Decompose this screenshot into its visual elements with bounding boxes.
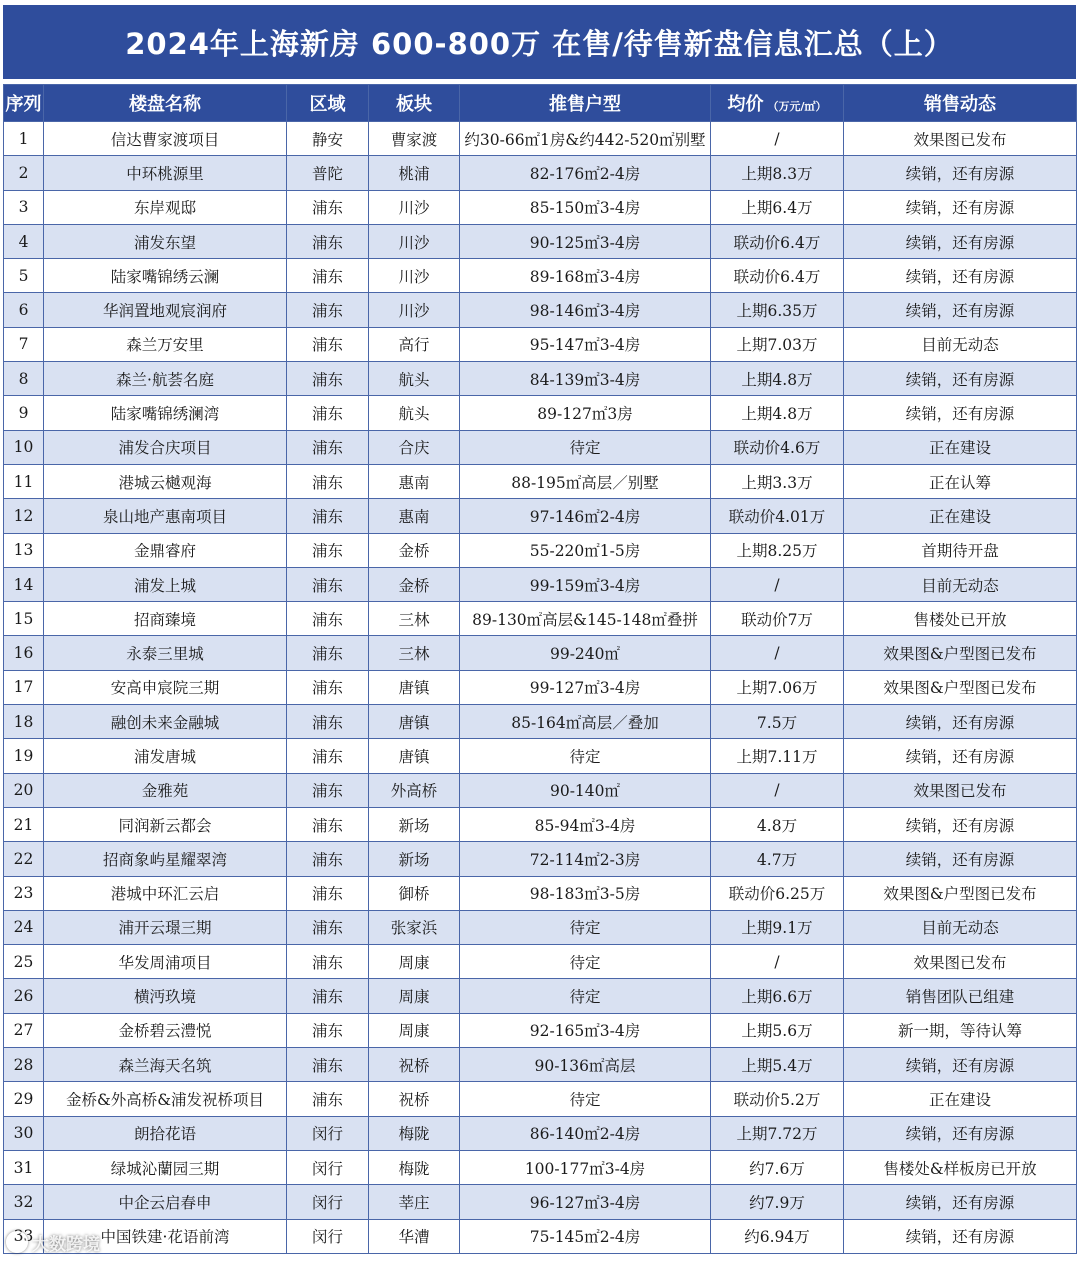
cell-seq: 7 [4,327,44,361]
cell-block: 金桥 [369,533,460,567]
cell-price: / [711,945,844,979]
cell-price: 上期7.11万 [711,739,844,773]
cell-block: 曹家渡 [369,122,460,156]
cell-name: 永泰三里城 [44,636,287,670]
table-row [4,1013,1077,1047]
cell-seq: 3 [4,190,44,224]
cell-district: 浦东 [287,1082,369,1116]
table-row [4,945,1077,979]
cell-name: 浦开云璟三期 [44,910,287,944]
page-title: 2024年上海新房 600-800万 在售/待售新盘信息汇总（上） [3,5,1076,79]
cell-price: 7.5万 [711,705,844,739]
cell-price: 联动价5.2万 [711,1082,844,1116]
header-name: 楼盘名称 [44,85,287,122]
table-row [4,533,1077,567]
cell-block: 外高桥 [369,773,460,807]
table-header-row [4,85,1077,122]
cell-district: 浦东 [287,567,369,601]
cell-block: 川沙 [369,293,460,327]
cell-price: 上期4.8万 [711,362,844,396]
header-block: 板块 [369,85,460,122]
table-row [4,190,1077,224]
cell-name: 中国铁建·花语前湾 [44,1219,287,1253]
cell-layout: 88-195㎡高层／别墅 [460,464,711,498]
cell-district: 浦东 [287,190,369,224]
cell-name: 招商象屿星耀翠湾 [44,842,287,876]
cell-layout: 95-147㎡3-4房 [460,327,711,361]
cell-block: 祝桥 [369,1048,460,1082]
cell-seq: 30 [4,1116,44,1150]
cell-block: 新场 [369,842,460,876]
cell-district: 浦东 [287,910,369,944]
table-row [4,1116,1077,1150]
cell-block: 御桥 [369,876,460,910]
cell-price: 联动价6.25万 [711,876,844,910]
cell-layout: 98-183㎡3-5房 [460,876,711,910]
table-row [4,156,1077,190]
cell-layout: 92-165㎡3-4房 [460,1013,711,1047]
table-row [4,362,1077,396]
cell-seq: 14 [4,567,44,601]
table-row [4,1048,1077,1082]
table-row [4,1150,1077,1184]
cell-price: / [711,122,844,156]
cell-layout: 待定 [460,1082,711,1116]
cell-seq: 20 [4,773,44,807]
cell-block: 梅陇 [369,1150,460,1184]
cell-district: 浦东 [287,807,369,841]
cell-district: 浦东 [287,259,369,293]
header-district: 区域 [287,85,369,122]
table-row [4,499,1077,533]
cell-layout: 约30-66㎡1房&约442-520㎡别墅 [460,122,711,156]
cell-district: 浦东 [287,739,369,773]
cell-block: 莘庄 [369,1185,460,1219]
cell-status: 续销，还有房源 [844,396,1077,430]
cell-block: 惠南 [369,499,460,533]
cell-status: 效果图&户型图已发布 [844,876,1077,910]
cell-seq: 1 [4,122,44,156]
cell-price: 上期8.3万 [711,156,844,190]
cell-block: 华漕 [369,1219,460,1253]
cell-status: 续销，还有房源 [844,156,1077,190]
cell-seq: 2 [4,156,44,190]
cell-price: 上期8.25万 [711,533,844,567]
cell-seq: 29 [4,1082,44,1116]
cell-seq: 11 [4,464,44,498]
table-row [4,807,1077,841]
cell-status: 正在认筹 [844,464,1077,498]
cell-block: 三林 [369,602,460,636]
cell-seq: 16 [4,636,44,670]
cell-price: 联动价6.4万 [711,259,844,293]
cell-district: 浦东 [287,1013,369,1047]
cell-name: 浦发东望 [44,224,287,258]
cell-price: 上期5.4万 [711,1048,844,1082]
cell-seq: 18 [4,705,44,739]
cell-layout: 90-140㎡ [460,773,711,807]
cell-seq: 31 [4,1150,44,1184]
cell-status: 续销，还有房源 [844,190,1077,224]
table-row [4,636,1077,670]
cell-price: 4.7万 [711,842,844,876]
table-row [4,1082,1077,1116]
cell-seq: 23 [4,876,44,910]
cell-layout: 90-125㎡3-4房 [460,224,711,258]
cell-block: 川沙 [369,224,460,258]
watermark-text: 大数跨境 [32,1234,100,1255]
cell-status: 正在建设 [844,1082,1077,1116]
cell-layout: 72-114㎡2-3房 [460,842,711,876]
cell-name: 浦发合庆项目 [44,430,287,464]
cell-block: 川沙 [369,259,460,293]
cell-price: 上期6.6万 [711,979,844,1013]
cell-district: 浦东 [287,533,369,567]
cell-price: 约7.6万 [711,1150,844,1184]
cell-district: 浦东 [287,464,369,498]
cell-block: 川沙 [369,190,460,224]
cell-seq: 33 [4,1219,44,1253]
cell-seq: 9 [4,396,44,430]
table-row [4,396,1077,430]
cell-name: 森兰万安里 [44,327,287,361]
cell-status: 续销，还有房源 [844,224,1077,258]
cell-layout: 86-140㎡2-4房 [460,1116,711,1150]
cell-status: 效果图&户型图已发布 [844,636,1077,670]
cell-status: 正在建设 [844,499,1077,533]
cell-district: 普陀 [287,156,369,190]
cell-status: 正在建设 [844,430,1077,464]
cell-district: 浦东 [287,876,369,910]
cell-seq: 22 [4,842,44,876]
cell-status: 目前无动态 [844,327,1077,361]
cell-seq: 13 [4,533,44,567]
cell-block: 梅陇 [369,1116,460,1150]
table-row [4,567,1077,601]
cell-name: 融创未来金融城 [44,705,287,739]
table-row [4,842,1077,876]
cell-status: 新一期，等待认筹 [844,1013,1077,1047]
table-row [4,773,1077,807]
cell-district: 浦东 [287,293,369,327]
cell-status: 续销，还有房源 [844,293,1077,327]
cell-district: 浦东 [287,705,369,739]
cell-status: 续销，还有房源 [844,1185,1077,1219]
cell-seq: 19 [4,739,44,773]
cell-layout: 85-94㎡3-4房 [460,807,711,841]
cell-status: 售楼处已开放 [844,602,1077,636]
cell-price: 上期4.8万 [711,396,844,430]
cell-price: 联动价6.4万 [711,224,844,258]
cell-district: 闵行 [287,1219,369,1253]
header-price-unit: （万元/㎡） [767,100,827,113]
cell-name: 泉山地产惠南项目 [44,499,287,533]
cell-block: 周康 [369,979,460,1013]
cell-seq: 32 [4,1185,44,1219]
table-row [4,430,1077,464]
cell-price: 上期5.6万 [711,1013,844,1047]
cell-layout: 85-164㎡高层／叠加 [460,705,711,739]
cell-district: 浦东 [287,945,369,979]
cell-name: 陆家嘴锦绣澜湾 [44,396,287,430]
cell-name: 金桥碧云澧悦 [44,1013,287,1047]
cell-seq: 27 [4,1013,44,1047]
cell-status: 续销，还有房源 [844,362,1077,396]
cell-layout: 99-240㎡ [460,636,711,670]
cell-status: 效果图已发布 [844,122,1077,156]
cell-status: 续销，还有房源 [844,842,1077,876]
cell-district: 浦东 [287,430,369,464]
cell-district: 浦东 [287,396,369,430]
cell-district: 闵行 [287,1150,369,1184]
cell-district: 浦东 [287,636,369,670]
table-row [4,464,1077,498]
table-row [4,224,1077,258]
cell-district: 浦东 [287,327,369,361]
cell-seq: 8 [4,362,44,396]
cell-price: 约7.9万 [711,1185,844,1219]
cell-block: 惠南 [369,464,460,498]
cell-status: 销售团队已组建 [844,979,1077,1013]
cell-status: 续销，还有房源 [844,1048,1077,1082]
table-row [4,910,1077,944]
cell-district: 浦东 [287,362,369,396]
table-row [4,327,1077,361]
cell-layout: 待定 [460,739,711,773]
cell-price: 上期6.35万 [711,293,844,327]
cell-district: 浦东 [287,602,369,636]
cell-price: 上期6.4万 [711,190,844,224]
cell-name: 华润置地观宸润府 [44,293,287,327]
cell-name: 金鼎睿府 [44,533,287,567]
table-row [4,122,1077,156]
cell-district: 浦东 [287,499,369,533]
cell-block: 航头 [369,362,460,396]
cell-status: 续销，还有房源 [844,259,1077,293]
cell-price: / [711,773,844,807]
cell-district: 浦东 [287,1048,369,1082]
cell-name: 绿城沁蘭园三期 [44,1150,287,1184]
table-row [4,1219,1077,1253]
cell-status: 续销，还有房源 [844,705,1077,739]
cell-district: 静安 [287,122,369,156]
cell-price: 上期7.06万 [711,670,844,704]
cell-name: 华发周浦项目 [44,945,287,979]
cell-name: 森兰海天名筑 [44,1048,287,1082]
cell-price: 上期7.72万 [711,1116,844,1150]
cell-name: 同润新云都会 [44,807,287,841]
cell-name: 港城云樾观海 [44,464,287,498]
cell-layout: 待定 [460,430,711,464]
cell-district: 浦东 [287,224,369,258]
cell-seq: 6 [4,293,44,327]
cell-status: 续销，还有房源 [844,1219,1077,1253]
cell-district: 闵行 [287,1116,369,1150]
cell-status: 目前无动态 [844,910,1077,944]
cell-seq: 4 [4,224,44,258]
cell-status: 续销，还有房源 [844,1116,1077,1150]
cell-price: 约6.94万 [711,1219,844,1253]
cell-name: 港城中环汇云启 [44,876,287,910]
cell-layout: 90-136㎡高层 [460,1048,711,1082]
header-seq: 序列 [4,85,44,122]
cell-block: 桃浦 [369,156,460,190]
header-price-label: 均价 [727,94,764,115]
cell-block: 金桥 [369,567,460,601]
table-row [4,705,1077,739]
cell-district: 浦东 [287,773,369,807]
cell-price: / [711,636,844,670]
cell-layout: 待定 [460,910,711,944]
cell-layout: 55-220㎡1-5房 [460,533,711,567]
table-row [4,876,1077,910]
cell-layout: 82-176㎡2-4房 [460,156,711,190]
cell-block: 航头 [369,396,460,430]
cell-name: 中企云启春申 [44,1185,287,1219]
cell-layout: 98-146㎡3-4房 [460,293,711,327]
cell-seq: 26 [4,979,44,1013]
cell-status: 售楼处&样板房已开放 [844,1150,1077,1184]
table-row [4,979,1077,1013]
cell-seq: 5 [4,259,44,293]
cell-name: 东岸观邸 [44,190,287,224]
cell-block: 周康 [369,1013,460,1047]
cell-layout: 85-150㎡3-4房 [460,190,711,224]
cell-name: 朗拾花语 [44,1116,287,1150]
cell-name: 安高申宸院三期 [44,670,287,704]
cell-layout: 待定 [460,979,711,1013]
cell-district: 浦东 [287,670,369,704]
cell-seq: 17 [4,670,44,704]
header-layout: 推售户型 [460,85,711,122]
cell-layout: 89-168㎡3-4房 [460,259,711,293]
cell-layout: 84-139㎡3-4房 [460,362,711,396]
listings-table [3,84,1077,1254]
cell-status: 目前无动态 [844,567,1077,601]
table-body [4,122,1077,1254]
cell-price: 上期7.03万 [711,327,844,361]
cell-district: 浦东 [287,979,369,1013]
cell-name: 横沔玖境 [44,979,287,1013]
table-row [4,293,1077,327]
cell-name: 浦发唐城 [44,739,287,773]
cell-seq: 25 [4,945,44,979]
cell-block: 新场 [369,807,460,841]
cell-seq: 21 [4,807,44,841]
cell-layout: 97-146㎡2-4房 [460,499,711,533]
cell-price: 上期9.1万 [711,910,844,944]
cell-block: 高行 [369,327,460,361]
cell-block: 祝桥 [369,1082,460,1116]
cell-layout: 待定 [460,945,711,979]
cell-district: 闵行 [287,1185,369,1219]
cell-district: 浦东 [287,842,369,876]
cell-block: 张家浜 [369,910,460,944]
cell-name: 浦发上城 [44,567,287,601]
cell-block: 三林 [369,636,460,670]
cell-layout: 75-145㎡2-4房 [460,1219,711,1253]
cell-block: 唐镇 [369,705,460,739]
cell-seq: 24 [4,910,44,944]
cell-seq: 28 [4,1048,44,1082]
table-row [4,602,1077,636]
cell-status: 效果图已发布 [844,945,1077,979]
cell-block: 周康 [369,945,460,979]
cell-name: 中环桃源里 [44,156,287,190]
table-row [4,739,1077,773]
cell-seq: 12 [4,499,44,533]
cell-block: 唐镇 [369,670,460,704]
cell-price: 联动价4.6万 [711,430,844,464]
cell-name: 信达曹家渡项目 [44,122,287,156]
cell-status: 效果图&户型图已发布 [844,670,1077,704]
cell-layout: 99-127㎡3-4房 [460,670,711,704]
cell-layout: 89-130㎡高层&145-148㎡叠拼 [460,602,711,636]
table-row [4,1185,1077,1219]
table-row [4,259,1077,293]
table-row [4,670,1077,704]
cell-price: 联动价4.01万 [711,499,844,533]
cell-seq: 15 [4,602,44,636]
cell-layout: 89-127㎡3房 [460,396,711,430]
cell-status: 效果图已发布 [844,773,1077,807]
cell-price: 联动价7万 [711,602,844,636]
cell-status: 首期待开盘 [844,533,1077,567]
header-price [711,85,844,122]
cell-price: / [711,567,844,601]
cell-name: 金桥&外高桥&浦发祝桥项目 [44,1082,287,1116]
cell-name: 陆家嘴锦绣云澜 [44,259,287,293]
cell-price: 4.8万 [711,807,844,841]
cell-layout: 96-127㎡3-4房 [460,1185,711,1219]
cell-block: 唐镇 [369,739,460,773]
cell-status: 续销，还有房源 [844,807,1077,841]
cell-price: 上期3.3万 [711,464,844,498]
cell-layout: 99-159㎡3-4房 [460,567,711,601]
cell-name: 招商臻境 [44,602,287,636]
cell-name: 森兰·航荟名庭 [44,362,287,396]
cell-name: 金雅苑 [44,773,287,807]
cell-status: 续销，还有房源 [844,739,1077,773]
cell-block: 合庆 [369,430,460,464]
header-status: 销售动态 [844,85,1077,122]
cell-layout: 100-177㎡3-4房 [460,1150,711,1184]
cell-seq: 10 [4,430,44,464]
